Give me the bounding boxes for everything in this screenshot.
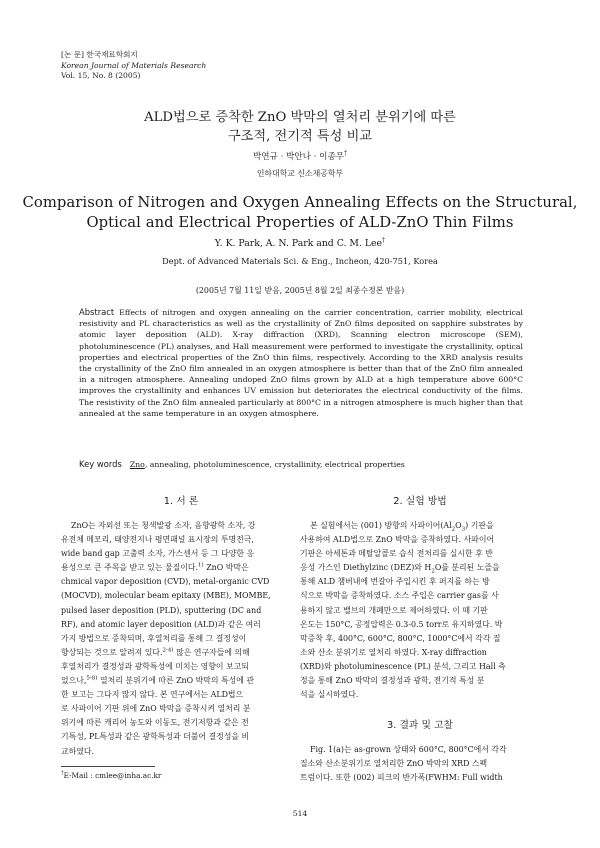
results-line: 트럼이다. 또한 (002) 피크의 반가폭(FWHM: Full width	[300, 773, 503, 783]
intro-line-text: 용성으로 큰 주목을 받고 있는 물질이다.	[61, 563, 199, 573]
section-heading-results: 3. 결과 및 고찰	[386, 720, 453, 731]
intro-line: 로 사파이어 기판 위에 ZnO 박막을 증착시켜 열처리 분	[61, 704, 251, 714]
introduction-text	[61, 519, 304, 759]
keywords-label: Key words	[79, 459, 122, 469]
korean-author-names: 박연규 · 박안나 · 이종무	[252, 152, 345, 162]
intro-line: 위기에 따른 캐리어 농도와 이동도, 전기저항과 같은 전	[61, 718, 249, 728]
intro-line	[61, 674, 304, 688]
journal-line-1: [논 문] 한국재료학회지	[61, 50, 138, 59]
citation: 1)	[198, 562, 204, 569]
intro-line: wide band gap 고출력 소자, 가스센서 등 그 다양한 응	[61, 549, 255, 559]
intro-line: 기특성, PL특성과 같은 광학특성과 더불어 결정성을 비	[61, 732, 250, 742]
intro-line: 유전체 메모리, 태양전지나 평면패널 표시장의 투명전극,	[61, 535, 254, 545]
intro-line-tail: 많은 연구자들에 의해	[173, 647, 250, 657]
english-authors	[0, 235, 600, 249]
english-title-line-2: Optical and Electrical Properties of ALD-ZnO Thin Films	[86, 214, 514, 231]
footnote-divider	[61, 766, 155, 767]
results-line: Fig. 1(a)는 as-grown 상태와 600°C, 800°C에서 각각	[310, 745, 507, 754]
keywords	[79, 459, 523, 470]
intro-line: 후열처리가 결정성과 광학특성에 미치는 영향이 보고되	[61, 661, 249, 671]
section-heading-introduction: 1. 서 론	[163, 496, 199, 507]
journal-name: Korean Journal of Materials Research	[61, 60, 207, 70]
journal-header	[61, 50, 206, 82]
method-line: 석을 실시하였다.	[300, 690, 359, 700]
korean-affiliation: 인하대학교 신소재공학부	[256, 169, 344, 178]
intro-line-text: 었으나,	[61, 676, 87, 686]
method-line-text: 응성 가스인 Diethylzinc (DEZ)와 H	[300, 563, 432, 573]
method-line-text: 본 실험에서는 (001) 방향의 사파이어(Al	[310, 521, 452, 530]
methods-text	[300, 519, 543, 702]
keywords-rest: , annealing, photoluminescence, crystallinity, electrical properties	[144, 460, 405, 469]
results-line: 질소와 산소분위기로 열처리한 ZnO 박막의 XRD 스펙	[300, 759, 488, 769]
received-dates: (2005년 7월 11일 받음, 2005년 8월 2일 최종수정본 받음)	[195, 286, 405, 295]
method-line: 온도는 150°C, 공정압력은 0.3-0.5 torr로 유지하였다. 박	[300, 619, 503, 629]
intro-line-tail: 열처리 분위기에 따른 ZnO 박막의 특성에 관	[97, 676, 254, 686]
method-line: 사용하여 ALD법으로 ZnO 박막을 증착하였다. 사파이어	[300, 535, 495, 545]
method-line	[300, 519, 543, 533]
method-line: 기판은 아세톤과 메탈알콜로 습식 전처리를 실시한 후 반	[300, 549, 493, 559]
keyword-zno: Zno	[129, 460, 145, 469]
method-line: 소와 산소 분위기로 열처리 하였다. X-ray diffraction	[300, 647, 487, 657]
footnote-email: E-Mail : cmlee@inha.ac.kr	[63, 771, 162, 780]
english-affiliation: Dept. of Advanced Materials Sci. & Eng., Incheon, 420-751, Korea	[162, 256, 438, 266]
footnote-mark: †	[61, 770, 64, 777]
korean-authors	[0, 150, 600, 162]
korean-title-line-1: ALD법으로 증착한 ZnO 박막의 열처리 분위기에 따른	[144, 110, 456, 125]
method-line: 막증착 후, 400°C, 600°C, 800°C, 1000°C에서 각각 질	[300, 633, 501, 643]
intro-line: pulsed laser deposition (PLD), sputtering (DC and	[61, 605, 262, 615]
results-text	[300, 743, 543, 785]
method-line-text: O	[455, 521, 462, 530]
intro-line: chmical vapor deposition (CVD), metal-organic CVD	[61, 577, 270, 587]
citation: 2-4)	[162, 647, 174, 654]
intro-line: ZnO는 자외선 또는 청색발광 소자, 음향광학 소자, 강	[71, 521, 256, 530]
journal-volume: Vol. 15, No. 8 (2005)	[61, 71, 141, 81]
intro-line-text: 향상되는 것으로 알려져 있다.	[61, 647, 163, 657]
method-line-tail: O를 분리된 노즐을	[434, 563, 500, 573]
method-line: 통해 ALD 챔버내에 번갈아 주입시킨 후 퍼지를 하는 방	[300, 577, 490, 587]
method-line: 정을 통해 ZnO 박막의 결정성과 광학, 전기적 특성 분	[300, 676, 485, 686]
intro-line	[61, 561, 304, 575]
abstract-label: Abstract	[79, 307, 115, 317]
method-line-tail: ) 기판을	[465, 521, 494, 530]
method-line	[300, 561, 543, 575]
english-author-names: Y. K. Park, A. N. Park and C. M. Lee	[214, 238, 383, 249]
english-author-mark: †	[382, 235, 386, 244]
abstract	[79, 307, 523, 419]
intro-line: (MOCVD), molecular beam epitaxy (MBE), MOMBE,	[61, 591, 271, 601]
section-heading-methods: 2. 실험 방법	[393, 496, 447, 507]
intro-line: 교하였다.	[61, 746, 94, 756]
subscript: 2	[431, 568, 435, 575]
method-line: (XRD)와 photoluminescence (PL) 분석, 그리고 Hall 측	[300, 661, 506, 671]
korean-title-line-2: 구조적, 전기적 특성 비교	[227, 129, 373, 144]
page-number: 514	[292, 809, 308, 818]
subscript: 3	[461, 526, 466, 533]
subscript: 2	[451, 526, 456, 533]
english-title-line-1: Comparison of Nitrogen and Oxygen Annealing Effects on the Structural,	[22, 194, 578, 211]
intro-line	[61, 646, 304, 660]
intro-line: 한 보고는 그다지 많지 않다. 본 연구에서는 ALD법으	[61, 690, 244, 700]
intro-line: RF), and atomic layer deposition (ALD)과 같은 여러	[61, 619, 261, 629]
intro-line-tail: ZnO 박막은	[203, 563, 249, 573]
citation: 5-8)	[86, 675, 98, 682]
footnote	[61, 771, 161, 780]
method-line: 용하지 않고 밸브의 개폐만으로 제어하였다. 이 때 기판	[300, 605, 488, 615]
abstract-text: Effects of nitrogen and oxygen annealing on the carrier concentration, carrier mobility, electrical resistivity and PL characteristics as well as the crystallinity of ZnO films deposited on sapphire substrates by atomic layer deposition (ALD). X-ray diffraction (XRD), Scanning electron microscope (SEM), photoluminescence (PL) analyses, and Hall measurement were performed to investigate the crystallinity, optical properties and electrical properties of the ZnO thin films, respectively. According to the XRD analysis results the crystallinity of the ZnO film annealed in an oxygen atmosphere is better than that of the ZnO film annealed in a nitrogen atmosphere. Annealing undoped ZnO films grown by ALD at a high temperature above 600°C improves the crystallinity and enhances UV emission but deteriorates the electrical conductivity of the films. The resistivity of the ZnO film annealed particularly at 800°C in a nitrogen atmosphere is much higher than that annealed at the same temperature in an oxygen atmosphere.	[79, 308, 523, 418]
korean-author-mark: †	[344, 150, 348, 158]
method-line: 식으로 박막을 증착하였다. 소스 주입은 carrier gas를 사	[300, 591, 499, 601]
intro-line: 가지 방법으로 증착되며, 후열처리를 통해 그 결정성이	[61, 633, 247, 643]
